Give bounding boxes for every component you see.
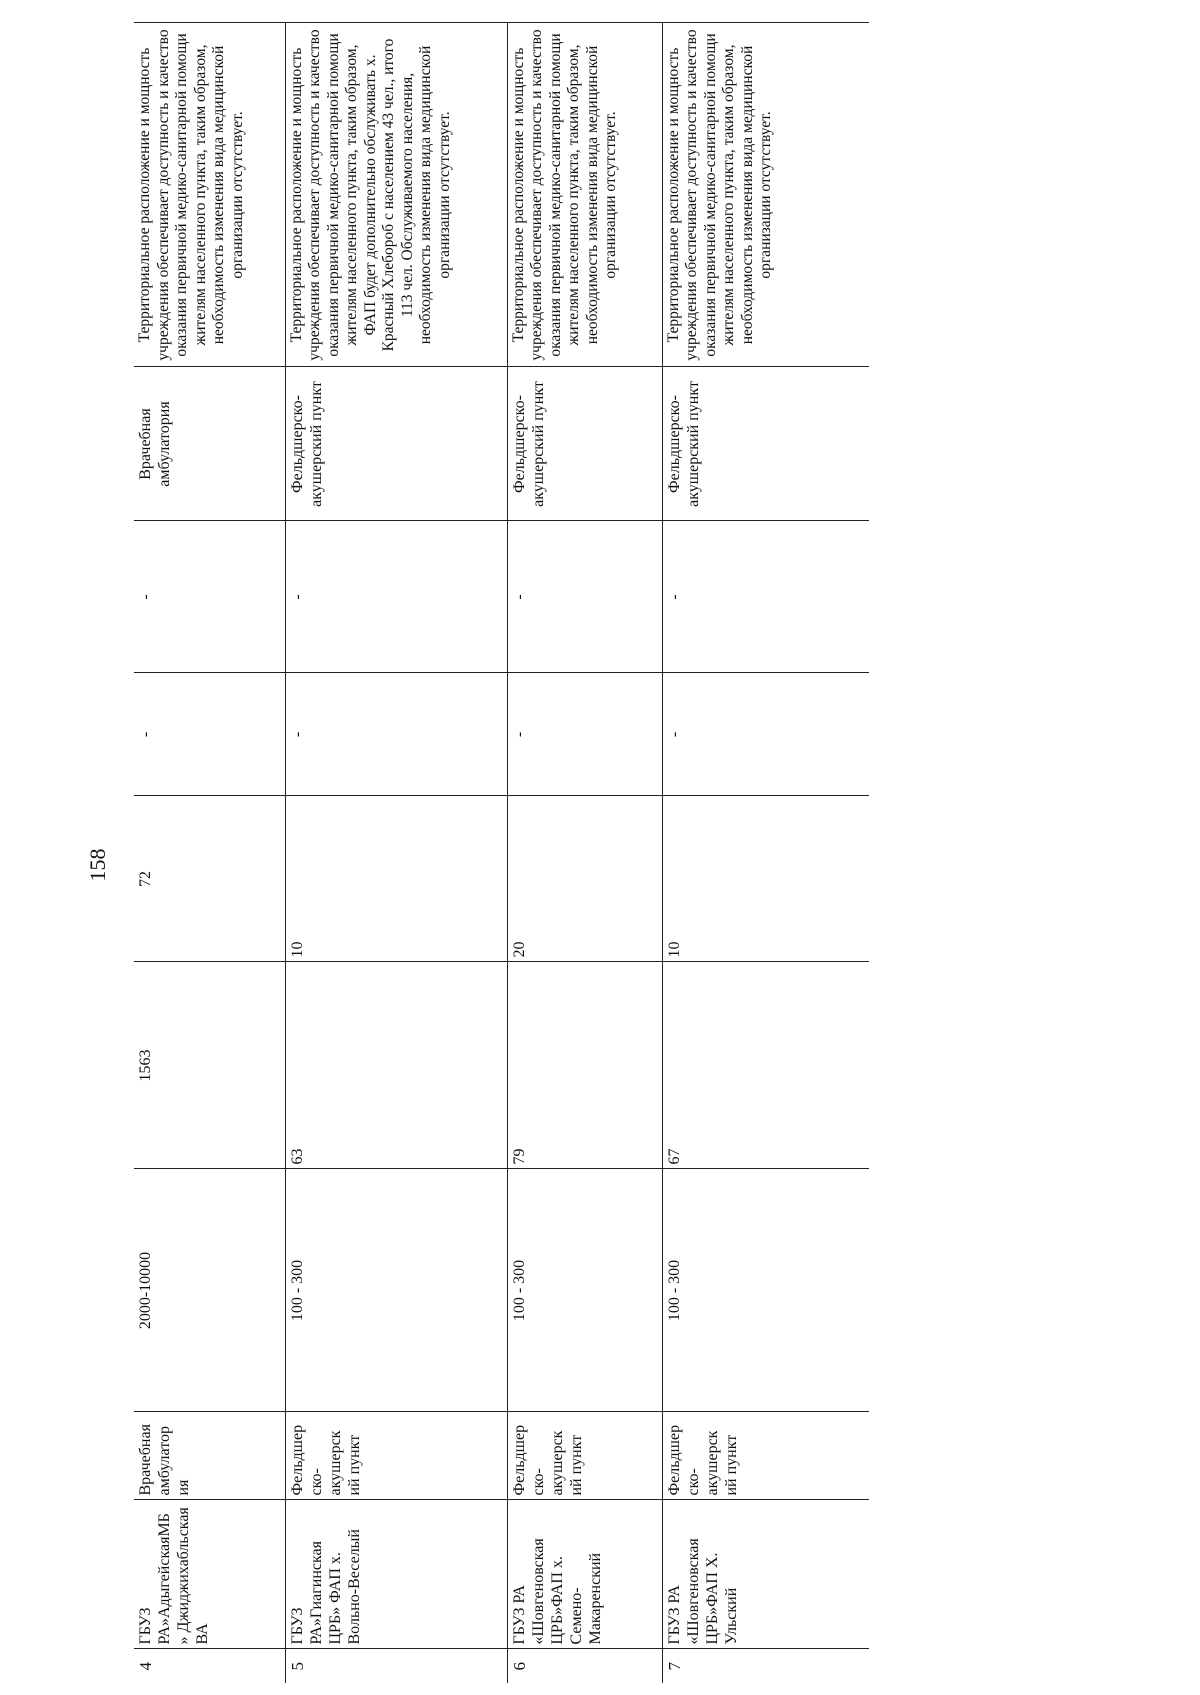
- assessment-text: Территориальное расположение и мощность учреждения обеспечивает доступность и качество оказания первичной медико-санитарной помощи жителям населенного пункта, таким образом, необходимость изменения вида медицинской организации отсутствует.: [662, 23, 869, 367]
- recommended-facility-type: Фельдшерско-акушерский пункт: [662, 367, 869, 521]
- institution-name: ГБУЗ РА»АдыгейскаяМБ » Джиджихабльская ВА: [134, 1500, 285, 1649]
- population-count: 63: [285, 962, 507, 1169]
- distance-value: 10: [285, 796, 507, 962]
- row-number: 6: [507, 1649, 662, 1683]
- facility-table: [134, 23, 869, 1684]
- page-number: 158: [85, 848, 110, 882]
- distance-value: 10: [662, 796, 869, 962]
- institution-name: ГБУЗ РА»Гиагинская ЦРБ» ФАП х. Вольно-Веселый: [285, 1500, 507, 1649]
- assessment-text: Территориальное расположение и мощность учреждения обеспечивает доступность и качество оказания первичной медико-санитарной помощи жителям населенного пункта, таким образом, ФАП будет дополнительно обслуживать х. Красный Хлебороб с населением 43 чел., итого 113 чел. Обслуживаемого населения, необходимость изменения вида медицинской организации отсутствует.: [285, 23, 507, 367]
- recommended-facility-type: Врачебная амбулатория: [134, 367, 285, 521]
- column-8-value: -: [507, 521, 662, 673]
- recommended-facility-type: Фельдшерско-акушерский пункт: [507, 367, 662, 521]
- table-row: [285, 23, 507, 1683]
- facility-type: Фельдшер ско-акушерск ий пункт: [662, 1412, 869, 1500]
- table-row: [134, 23, 285, 1683]
- column-7-value: -: [662, 673, 869, 796]
- assessment-text: Территориальное расположение и мощность учреждения обеспечивает доступность и качество оказания первичной медико-санитарной помощи жителям населенного пункта, таким образом, необходимость изменения вида медицинской организации отсутствует.: [134, 23, 285, 367]
- norm-population-range: 100 - 300: [507, 1169, 662, 1412]
- facility-type: Врачебная амбулатор ия: [134, 1412, 285, 1500]
- norm-population-range: 2000-10000: [134, 1169, 285, 1412]
- facility-type: Фельдшер ско-акушерск ий пункт: [507, 1412, 662, 1500]
- column-7-value: -: [285, 673, 507, 796]
- rotated-table-container: [134, 23, 869, 1683]
- column-7-value: -: [507, 673, 662, 796]
- column-8-value: -: [285, 521, 507, 673]
- table-row: [507, 23, 662, 1683]
- row-number: 4: [134, 1649, 285, 1683]
- institution-name: ГБУЗ РА «Шовгеновская ЦРБ»ФАП Х. Ульский: [662, 1500, 869, 1649]
- column-8-value: -: [662, 521, 869, 673]
- column-8-value: -: [134, 521, 285, 673]
- norm-population-range: 100 - 300: [662, 1169, 869, 1412]
- institution-name: ГБУЗ РА «Шовгеновская ЦРБ»ФАП х. Семено-Макаренский: [507, 1500, 662, 1649]
- population-count: 79: [507, 962, 662, 1169]
- population-count: 1563: [134, 962, 285, 1169]
- table-row: [662, 23, 869, 1683]
- recommended-facility-type: Фельдшерско-акушерский пункт: [285, 367, 507, 521]
- norm-population-range: 100 - 300: [285, 1169, 507, 1412]
- distance-value: 72: [134, 796, 285, 962]
- distance-value: 20: [507, 796, 662, 962]
- assessment-text: Территориальное расположение и мощность учреждения обеспечивает доступность и качество оказания первичной медико-санитарной помощи жителям населенного пункта, таким образом, необходимость изменения вида медицинской организации отсутствует.: [507, 23, 662, 367]
- facility-type: Фельдшер ско-акушерск ий пункт: [285, 1412, 507, 1500]
- column-7-value: -: [134, 673, 285, 796]
- population-count: 67: [662, 962, 869, 1169]
- row-number: 5: [285, 1649, 507, 1683]
- row-number: 7: [662, 1649, 869, 1683]
